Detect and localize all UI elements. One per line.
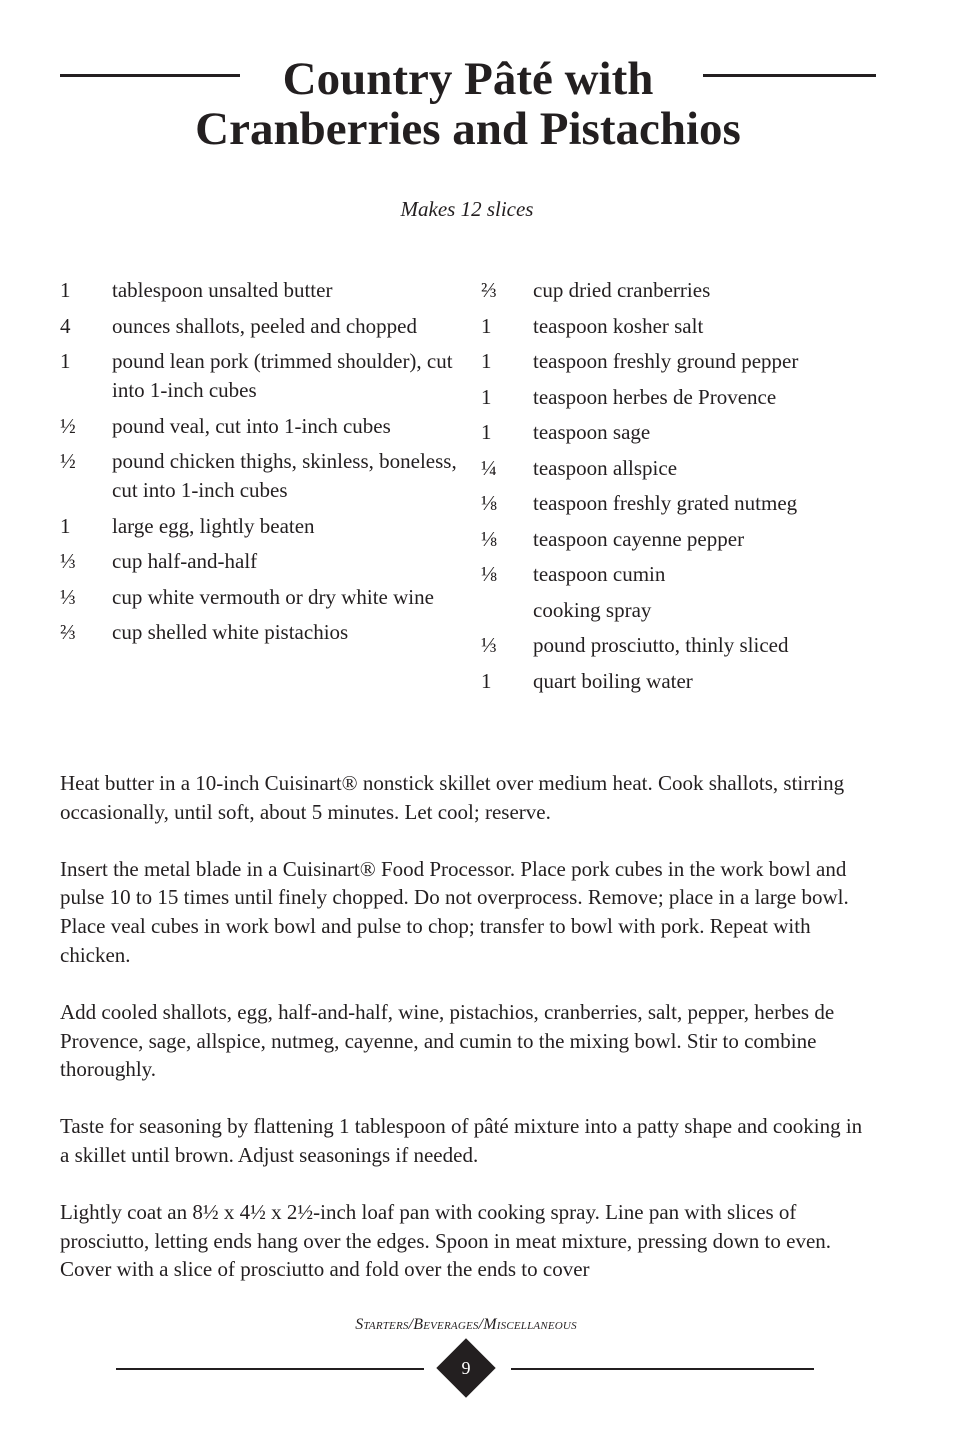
ingredient-description: teaspoon cayenne pepper [533,526,745,551]
ingredient-item [481,383,881,412]
ingredient-quantity: ⅔ [481,278,497,302]
ingredient-quantity: 1 [60,349,71,373]
ingredient-item [481,489,881,518]
ingredient-item [60,276,460,305]
ingredient-quantity: ⅛ [481,491,497,515]
ingredient-description: teaspoon freshly ground pepper [533,349,799,373]
section-name: Starters/Beverages/Miscellaneous [355,1316,577,1333]
ingredient-item [60,547,460,576]
ingredient-quantity: ¼ [481,455,497,480]
ingredient-item [60,347,460,405]
ingredient-item [481,276,881,305]
ingredient-description: teaspoon freshly grated nutmeg [533,491,798,515]
instructions [60,769,876,1312]
ingredient-item [60,312,460,341]
instruction-paragraph: Lightly coat an 8½ x 4½ x 2½-inch loaf pan with cooking spray. Line pan with slices of prosciutto, letting ends hang over the edges. Spoon in meat mixture, pressing down to even. Cover with a slice of prosciutto and fold over the ends to cover [60,1199,832,1282]
ingredient-description: cup white vermouth or dry white wine [112,584,434,609]
ingredient-item [481,312,881,341]
title-line-1: Country Pâté with [282,53,654,105]
ingredient-quantity: ½ [60,449,76,473]
ingredient-description: teaspoon allspice [533,455,678,480]
ingredient-quantity: ⅓ [481,633,497,657]
ingredient-description: teaspoon sage [533,420,651,444]
ingredients-left-column [60,276,460,654]
ingredient-description: pound lean pork (trimmed shoulder), cut into 1-inch cubes [112,349,453,402]
footer-rule-left [116,1368,424,1370]
ingredient-quantity: 1 [481,349,492,373]
ingredient-item [60,412,460,441]
ingredient-description: teaspoon cumin [533,562,666,586]
ingredient-item [60,447,460,505]
ingredient-quantity: 1 [481,420,492,444]
ingredient-description: quart boiling water [533,668,693,693]
recipe-title [60,54,876,154]
ingredient-description: tablespoon unsalted butter [112,278,333,302]
ingredients-right-column [481,276,881,702]
instruction-paragraph: Taste for seasoning by flattening 1 tablespoon of pâté mixture into a patty shape and cooking in a skillet until brown. Adjust seasonings if needed. [60,1114,863,1167]
ingredient-quantity: 4 [60,313,71,338]
ingredient-quantity: 1 [481,384,492,409]
ingredient-description: teaspoon kosher salt [533,313,704,338]
ingredient-quantity: 1 [481,313,492,338]
ingredient-description: cup half-and-half [112,549,258,573]
instruction-paragraph: Add cooled shallots, egg, half-and-half, wine, pistachios, cranberries, salt, pepper, herbes de Provence, sage, allspice, nutmeg, cayenne, and cumin to the mixing bowl. Stir to combine thoroughly. [60,999,835,1082]
ingredient-description: pound chicken thighs, skinless, boneless, cut into 1-inch cubes [112,449,457,502]
ingredient-quantity [481,596,533,625]
ingredient-description: teaspoon herbes de Provence [533,384,777,409]
title-line-2: Cranberries and Pistachios [195,103,741,155]
ingredient-item [481,631,881,660]
ingredient-item [60,583,460,612]
ingredient-quantity: ⅓ [60,549,76,573]
instruction-paragraph: Heat butter in a 10-inch Cuisinart® nonstick skillet over medium heat. Cook shallots, stirring occasionally, until soft, about 5 minutes. Let cool; reserve. [60,771,845,824]
recipe-yield: Makes 12 slices [400,197,534,221]
ingredient-quantity: ½ [60,413,76,438]
ingredient-quantity: ⅓ [60,584,76,609]
ingredient-item [481,454,881,483]
ingredient-item [481,667,881,696]
page-number: 9 [461,1358,471,1378]
ingredient-description: large egg, lightly beaten [112,513,315,538]
ingredient-quantity: 1 [60,278,71,302]
ingredient-description: cooking spray [533,597,652,622]
ingredient-description: cup dried cranberries [533,278,711,302]
ingredient-description: pound prosciutto, thinly sliced [533,633,789,657]
footer-rule-right [511,1368,814,1370]
ingredient-item [481,347,881,376]
ingredient-quantity: 1 [60,513,71,538]
ingredient-quantity: ⅔ [60,620,76,644]
ingredient-item [481,525,881,554]
ingredient-item [481,560,881,589]
ingredient-item [481,418,881,447]
ingredient-item [60,618,460,647]
ingredient-description: ounces shallots, peeled and chopped [112,313,417,338]
ingredient-item [481,596,881,625]
ingredient-description: cup shelled white pistachios [112,620,349,644]
ingredient-item [60,512,460,541]
instruction-paragraph: Insert the metal blade in a Cuisinart® Food Processor. Place pork cubes in the work bowl and pulse 10 to 15 times until finely chopped. Do not overprocess. Remove; place in a large bowl. Place veal cubes in work bowl and pulse to chop; transfer to bowl with pork. Repeat with chicken. [60,856,849,967]
ingredient-quantity: ⅛ [481,526,497,551]
ingredient-quantity: ⅛ [481,562,497,586]
ingredient-description: pound veal, cut into 1-inch cubes [112,413,391,438]
ingredient-quantity: 1 [481,668,492,693]
